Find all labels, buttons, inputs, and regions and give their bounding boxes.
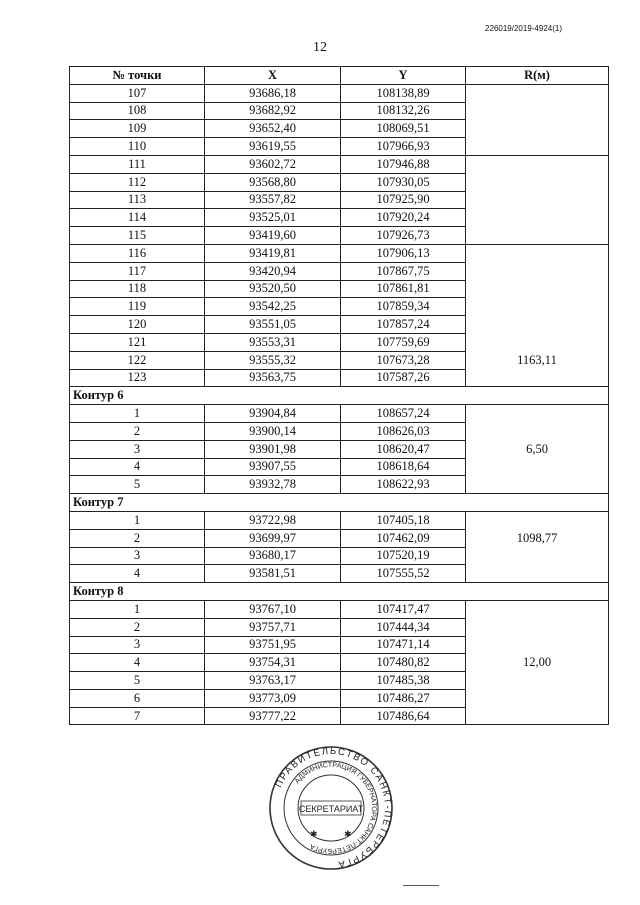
point-number-cell: 116: [70, 244, 205, 262]
seal-outer-text: ПРАВИТЕЛЬСТВО САНКТ-ПЕТЕРБУРГА: [273, 745, 394, 870]
point-number-cell: 2: [70, 529, 205, 547]
y-cell: 107520,19: [341, 547, 466, 565]
y-cell: 107859,34: [341, 298, 466, 316]
table-row: [70, 102, 609, 120]
point-number-cell: 7: [70, 707, 205, 725]
point-number-cell: 5: [70, 672, 205, 690]
x-cell: 93557,82: [205, 191, 341, 209]
x-cell: 93754,31: [205, 654, 341, 672]
r-cell: [466, 707, 609, 725]
table-row: [70, 173, 609, 191]
table-row: [70, 84, 609, 102]
r-cell: [466, 547, 609, 565]
y-cell: 107555,52: [341, 565, 466, 583]
x-cell: 93525,01: [205, 209, 341, 227]
point-number-cell: 3: [70, 547, 205, 565]
y-cell: 107925,90: [341, 191, 466, 209]
x-cell: 93904,84: [205, 405, 341, 423]
point-number-cell: 109: [70, 120, 205, 138]
x-cell: 93932,78: [205, 476, 341, 494]
contour-title: Контур 7: [70, 494, 609, 512]
r-cell: [466, 155, 609, 173]
x-cell: 93555,32: [205, 351, 341, 369]
y-cell: 107417,47: [341, 600, 466, 618]
x-cell: 93901,98: [205, 440, 341, 458]
document-id: 226019/2019-4924(1): [485, 24, 562, 33]
table-row: [70, 209, 609, 227]
x-cell: 93619,55: [205, 138, 341, 156]
y-cell: 107486,64: [341, 707, 466, 725]
x-cell: 93907,55: [205, 458, 341, 476]
point-number-cell: 4: [70, 458, 205, 476]
point-number-cell: 115: [70, 227, 205, 245]
table-body: [70, 84, 609, 725]
r-cell: [466, 209, 609, 227]
y-cell: 108622,93: [341, 476, 466, 494]
table-row: [70, 120, 609, 138]
r-cell: [466, 120, 609, 138]
x-cell: 93551,05: [205, 316, 341, 334]
contour-title: Контур 6: [70, 387, 609, 405]
r-cell: [466, 672, 609, 690]
official-seal: [268, 745, 394, 871]
x-cell: 93568,80: [205, 173, 341, 191]
point-number-cell: 1: [70, 600, 205, 618]
r-cell: [466, 636, 609, 654]
table-row: [70, 440, 609, 458]
r-cell: [466, 689, 609, 707]
point-number-cell: 112: [70, 173, 205, 191]
header-y: Y: [341, 67, 466, 85]
x-cell: 93602,72: [205, 155, 341, 173]
point-number-cell: 1: [70, 405, 205, 423]
point-number-cell: 119: [70, 298, 205, 316]
y-cell: 108620,47: [341, 440, 466, 458]
table-row: [70, 351, 609, 369]
point-number-cell: 123: [70, 369, 205, 387]
point-number-cell: 113: [70, 191, 205, 209]
x-cell: 93419,60: [205, 227, 341, 245]
point-number-cell: 2: [70, 422, 205, 440]
table-row: [70, 529, 609, 547]
contour-header-row: [70, 583, 609, 601]
x-cell: 93722,98: [205, 511, 341, 529]
x-cell: 93686,18: [205, 84, 341, 102]
r-cell: 6,50: [466, 440, 609, 458]
x-cell: 93542,25: [205, 298, 341, 316]
y-cell: 108657,24: [341, 405, 466, 423]
point-number-cell: 110: [70, 138, 205, 156]
r-cell: [466, 565, 609, 583]
y-cell: 108618,64: [341, 458, 466, 476]
header-point: № точки: [70, 67, 205, 85]
r-cell: [466, 333, 609, 351]
x-cell: 93699,97: [205, 529, 341, 547]
point-number-cell: 4: [70, 565, 205, 583]
table-row: [70, 191, 609, 209]
point-number-cell: 117: [70, 262, 205, 280]
r-cell: [466, 244, 609, 262]
r-cell: [466, 476, 609, 494]
x-cell: 93777,22: [205, 707, 341, 725]
table-row: [70, 405, 609, 423]
r-cell: [466, 84, 609, 102]
x-cell: 93581,51: [205, 565, 341, 583]
r-cell: [466, 458, 609, 476]
y-cell: 107405,18: [341, 511, 466, 529]
table-row: [70, 689, 609, 707]
x-cell: 93767,10: [205, 600, 341, 618]
table-row: [70, 654, 609, 672]
point-number-cell: 3: [70, 636, 205, 654]
point-number-cell: 1: [70, 511, 205, 529]
point-number-cell: 6: [70, 689, 205, 707]
y-cell: 107920,24: [341, 209, 466, 227]
y-cell: 107857,24: [341, 316, 466, 334]
point-number-cell: 111: [70, 155, 205, 173]
y-cell: 107673,28: [341, 351, 466, 369]
y-cell: 107462,09: [341, 529, 466, 547]
header-r: R(м): [466, 67, 609, 85]
page-number: 12: [313, 40, 327, 55]
seal-star-icon: ✱: [310, 829, 318, 839]
y-cell: 107966,93: [341, 138, 466, 156]
table-row: [70, 227, 609, 245]
y-cell: 108132,26: [341, 102, 466, 120]
table-row: [70, 547, 609, 565]
r-cell: [466, 262, 609, 280]
x-cell: 93419,81: [205, 244, 341, 262]
x-cell: 93420,94: [205, 262, 341, 280]
x-cell: 93520,50: [205, 280, 341, 298]
x-cell: 93682,92: [205, 102, 341, 120]
table-row: [70, 262, 609, 280]
table-row: [70, 458, 609, 476]
y-cell: 107444,34: [341, 618, 466, 636]
r-cell: [466, 173, 609, 191]
seal-star-icon: ✱: [344, 829, 352, 839]
contour-header-row: [70, 387, 609, 405]
table-row: [70, 707, 609, 725]
table-row: [70, 511, 609, 529]
table-row: [70, 636, 609, 654]
point-number-cell: 118: [70, 280, 205, 298]
table-row: [70, 672, 609, 690]
seal-inner-text: АДМИНИСТРАЦИЯ ГУБЕРНАТОРА САНКТ-ПЕТЕРБУРГА: [293, 761, 378, 855]
x-cell: 93763,17: [205, 672, 341, 690]
r-cell: [466, 316, 609, 334]
r-cell: [466, 280, 609, 298]
y-cell: 107906,13: [341, 244, 466, 262]
point-number-cell: 5: [70, 476, 205, 494]
y-cell: 108069,51: [341, 120, 466, 138]
x-cell: 93652,40: [205, 120, 341, 138]
y-cell: 108138,89: [341, 84, 466, 102]
header-x: X: [205, 67, 341, 85]
r-cell: [466, 511, 609, 529]
table-header-row: [70, 67, 609, 85]
y-cell: 107486,27: [341, 689, 466, 707]
x-cell: 93680,17: [205, 547, 341, 565]
x-cell: 93553,31: [205, 333, 341, 351]
r-cell: [466, 422, 609, 440]
y-cell: 107471,14: [341, 636, 466, 654]
page-footer-line: [403, 885, 439, 886]
y-cell: 107867,75: [341, 262, 466, 280]
point-number-cell: 108: [70, 102, 205, 120]
point-number-cell: 114: [70, 209, 205, 227]
table-row: [70, 316, 609, 334]
r-cell: 1163,11: [466, 351, 609, 369]
x-cell: 93751,95: [205, 636, 341, 654]
table-row: [70, 280, 609, 298]
r-cell: 12,00: [466, 654, 609, 672]
point-number-cell: 121: [70, 333, 205, 351]
coordinates-table: [69, 66, 609, 725]
x-cell: 93773,09: [205, 689, 341, 707]
table-row: [70, 155, 609, 173]
point-number-cell: 2: [70, 618, 205, 636]
y-cell: 107485,38: [341, 672, 466, 690]
table-row: [70, 618, 609, 636]
y-cell: 107930,05: [341, 173, 466, 191]
table-row: [70, 476, 609, 494]
y-cell: 107759,69: [341, 333, 466, 351]
r-cell: [466, 369, 609, 387]
table-row: [70, 298, 609, 316]
table-row: [70, 369, 609, 387]
y-cell: 107480,82: [341, 654, 466, 672]
x-cell: 93757,71: [205, 618, 341, 636]
y-cell: 107861,81: [341, 280, 466, 298]
r-cell: 1098,77: [466, 529, 609, 547]
table-row: [70, 422, 609, 440]
y-cell: 107926,73: [341, 227, 466, 245]
x-cell: 93900,14: [205, 422, 341, 440]
point-number-cell: 122: [70, 351, 205, 369]
table-row: [70, 333, 609, 351]
seal-center-text: СЕКРЕТАРИАТ: [298, 804, 364, 814]
table-row: [70, 138, 609, 156]
table-row: [70, 565, 609, 583]
r-cell: [466, 102, 609, 120]
y-cell: 107587,26: [341, 369, 466, 387]
point-number-cell: 120: [70, 316, 205, 334]
contour-title: Контур 8: [70, 583, 609, 601]
point-number-cell: 107: [70, 84, 205, 102]
contour-header-row: [70, 494, 609, 512]
table-row: [70, 600, 609, 618]
y-cell: 108626,03: [341, 422, 466, 440]
r-cell: [466, 191, 609, 209]
r-cell: [466, 298, 609, 316]
r-cell: [466, 618, 609, 636]
r-cell: [466, 227, 609, 245]
r-cell: [466, 138, 609, 156]
point-number-cell: 3: [70, 440, 205, 458]
table-row: [70, 244, 609, 262]
point-number-cell: 4: [70, 654, 205, 672]
r-cell: [466, 405, 609, 423]
r-cell: [466, 600, 609, 618]
y-cell: 107946,88: [341, 155, 466, 173]
x-cell: 93563,75: [205, 369, 341, 387]
